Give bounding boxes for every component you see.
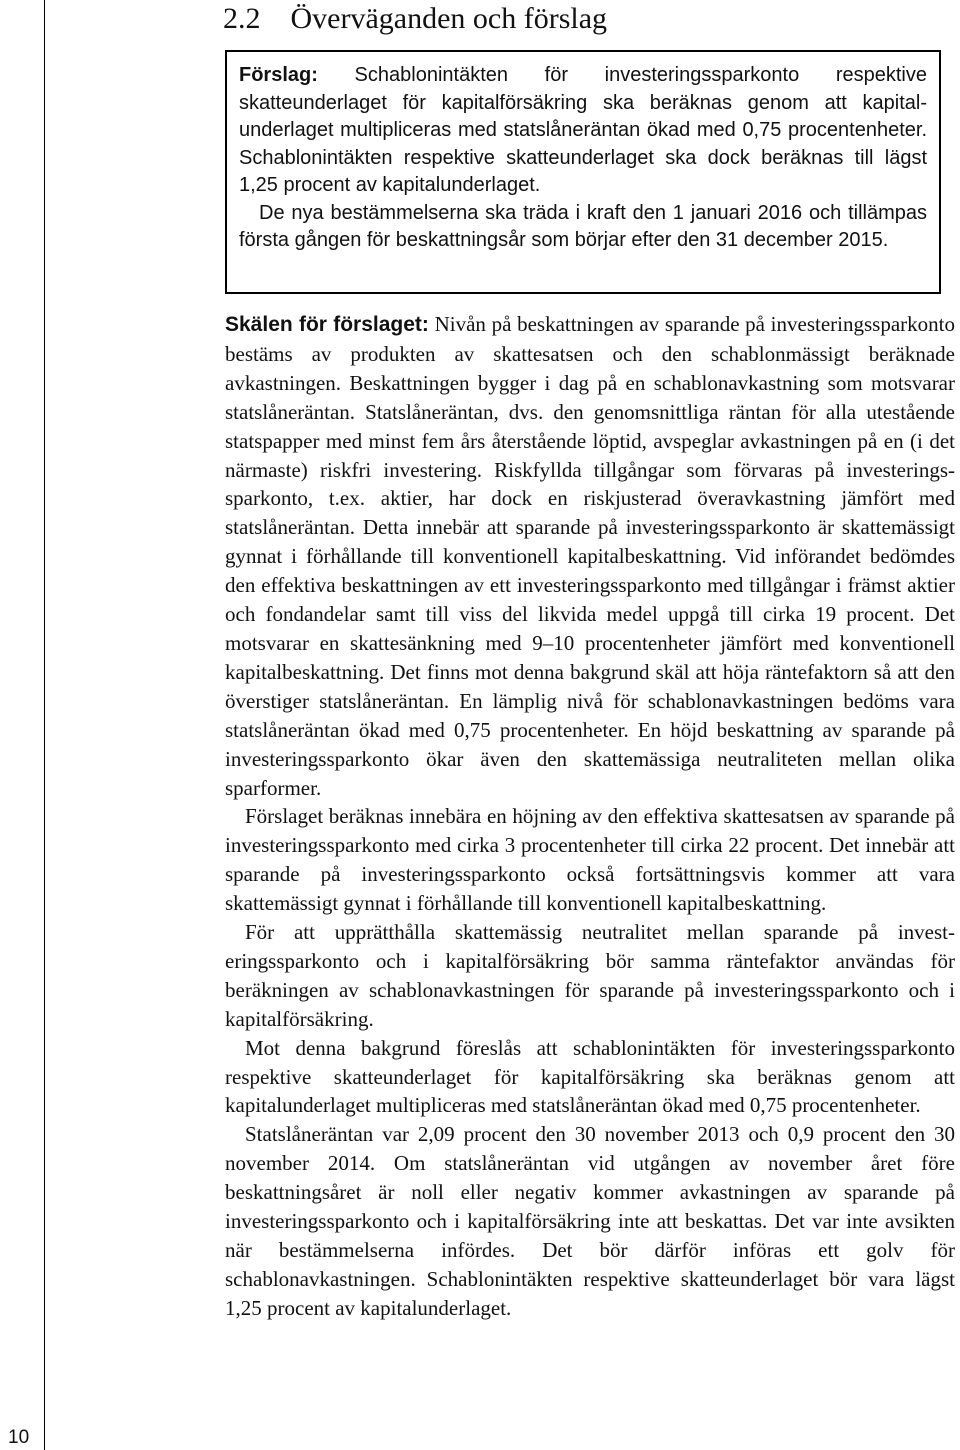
reasons-body — [225, 310, 955, 1323]
section-heading — [223, 0, 607, 38]
section-number: 2.2 — [223, 2, 261, 35]
section-title: Överväganden och förslag — [290, 2, 608, 35]
reasons-paragraph-4: Mot denna bakgrund föreslås att schablonintäkten för investeringssparkonto respektive skatteunderlaget för kapitalförsäkring ska beräknas genom att kapitalunderlaget multipliceras med statslåneräntan ökad med 0,75 procentenheter. — [225, 1035, 955, 1118]
page-margin-rule — [44, 0, 45, 1450]
page-number: 10 — [8, 1427, 30, 1448]
proposal-paragraph — [239, 62, 927, 200]
proposal-lead-text: Schablonintäkten för investeringssparkonto respektive skatteunderlaget för kapitalförsäkring ska beräknas genom att kapitalunderlaget multipliceras med statslåneräntan ökad med 0,75 procentenheter. Schablonintäkten respektive skatteunderlaget ska dock beräknas till lägst 1,25 procent av kapitalunderlaget. — [239, 64, 927, 196]
proposal-effective-date-paragraph: De nya bestämmelserna ska träda i kraft den 1 januari 2016 och tillämpas första gången för beskattningsår som börjar efter den 31 december 2015. — [239, 201, 927, 251]
proposal-box — [225, 50, 941, 294]
reasons-paragraph-2: Förslaget beräknas innebära en höjning av den effektiva skattesatsen av sparande på investeringssparkonto med cirka 3 procentenheter till cirka 22 procent. Det innebär att sparande på investeringssparkonto också fortsättningsvis kommer att vara skattemässigt gynnat i förhållande till konventionell kapitalbeskattning. — [225, 804, 955, 916]
reasons-paragraph-5: Statslåneräntan var 2,09 procent den 30 november 2013 och 0,9 procent den 30 november 2014. Om statslåneräntan vid utgången av november året före beskattningsåret är noll eller negativ kommer avkastningen av sparande på investeringssparkonto och i kapitalförsäkring inte att beskattas. Det var inte avsikten när bestämmelserna infördes. Det bör därför införas ett golv för schablonavkastningen. Schablonintäkten respektive skatteunderlaget bör vara lägst 1,25 procent av kapitalunderlaget. — [225, 1122, 955, 1320]
reasons-paragraph-3: För att upprätthålla skattemässig neutralitet mellan sparande på investeringssparkonto och i kapitalförsäkring bör samma räntefaktor användas för beräkningen av schablonavkastningen för sparande på investeringssparkonto och i kapitalförsäkring. — [225, 920, 955, 1031]
proposal-label: Förslag: — [239, 64, 318, 86]
reasons-paragraph-1 — [225, 310, 955, 802]
reasons-paragraph-1-text: Nivån på beskattningen av sparande på investeringssparkonto bestäms av produkten av skattesatsen och den schablonmässigt beräknade avkastningen. Beskattningen bygger i dag på en schablonavkastning som motsvarar statslåneräntan. Statslåneräntan, dvs. den genomsnittliga räntan för alla utestående statspapper med minst fem års återstående löptid, avspeglar avkastningen på en (i det närmaste) riskfri investering. Riskfyllda tillgångar som förvaras på investeringssparkonto, t.ex. aktier, har dock en riskjusterad överavkastning jämfört med statslåneräntan. Detta innebär att sparande på investeringssparkonto är skattemässigt gynnat i förhållande till konventionell kapitalbeskattning. Vid införandet bedömdes den effektiva beskattningen av ett investeringssparkonto med tillgångar i främst aktier och fondandelar samt till viss del likvida medel uppgå till cirka 19 procent. Det motsvarar en skattesänkning med 9–10 procentenheter jämfört med konventionell kapitalbeskattning. Det finns mot denna bakgrund skäl att höja räntefaktorn så att den överstiger statslåneräntan. En lämplig nivå för schablonavkastningen bedöms vara statslåneräntan ökad med 0,75 procentenheter. En höjd beskattning av sparande på investeringssparkonto ökar även den skattemässiga neutraliteten mellan olika sparformer. — [225, 312, 955, 800]
reasons-label: Skälen för förslaget: — [225, 313, 429, 336]
